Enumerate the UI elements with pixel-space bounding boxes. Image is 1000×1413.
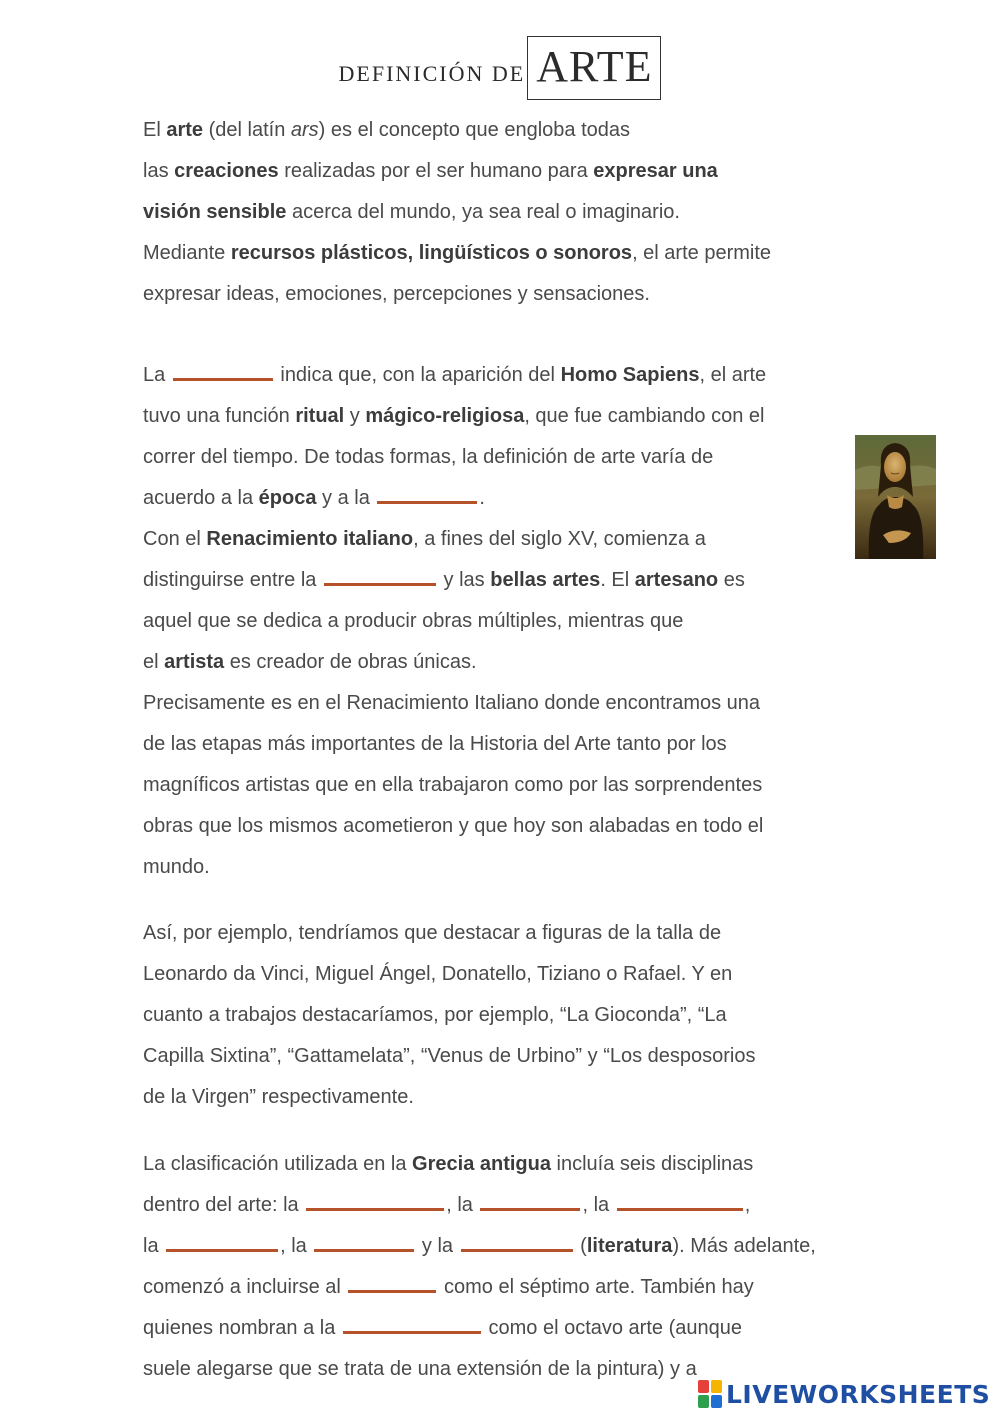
text: suele alegarse que se trata de una extensión de la pintura) y a [143, 1358, 697, 1380]
text: cuanto a trabajos destacaríamos, por ejemplo, “La Gioconda”, “La [143, 1004, 727, 1026]
text: magníficos artistas que en ella trabajaron como por las sorprendentes [143, 774, 763, 796]
bold-term: visión sensible [143, 201, 287, 223]
text: (del latín [203, 119, 291, 141]
text: aquel que se dedica a producir obras múltiples, mientras que [143, 610, 684, 632]
text: y las [437, 569, 491, 591]
paragraph-examples [143, 913, 863, 1118]
bold-term: Homo Sapiens [560, 364, 700, 386]
bold-term: época [258, 487, 317, 509]
text: incluía seis disciplinas [550, 1153, 754, 1175]
blank-field[interactable] [617, 1188, 743, 1211]
bold-term: ritual [295, 405, 345, 427]
text: El [143, 119, 167, 141]
blank-field[interactable] [314, 1229, 414, 1252]
blank-field[interactable] [480, 1188, 580, 1211]
title-prefix: DEFINICIÓN DE [338, 61, 526, 86]
text: el [143, 651, 165, 673]
text: y a la [316, 487, 376, 509]
text: las [143, 160, 175, 182]
text: es [718, 569, 745, 591]
bold-term: expresar una [593, 160, 718, 182]
text: como el octavo arte (aunque [482, 1317, 742, 1339]
text: , a fines del siglo XV, comienza a [413, 528, 706, 550]
text: y la [416, 1235, 459, 1257]
text: ( [574, 1235, 587, 1257]
blank-field[interactable] [324, 563, 436, 586]
bold-term: Grecia antigua [412, 1153, 551, 1175]
text: , la [582, 1194, 615, 1216]
mona-lisa-image [855, 435, 936, 559]
text: La clasificación utilizada en la [143, 1153, 413, 1175]
text: dentro del arte: la [143, 1194, 305, 1216]
blank-field[interactable] [461, 1229, 573, 1252]
liveworksheets-logo-icon [698, 1380, 722, 1408]
text: acerca del mundo, ya sea real o imaginario. [286, 201, 680, 223]
bold-term: literatura [586, 1235, 673, 1257]
bold-term: bellas artes [490, 569, 601, 591]
blank-field[interactable] [343, 1311, 481, 1334]
text: Capilla Sixtina”, “Gattamelata”, “Venus de Urbino” y “Los desposorios [143, 1045, 756, 1067]
text: de las etapas más importantes de la Historia del Arte tanto por los [143, 733, 727, 755]
title-boxed-word: ARTE [527, 36, 661, 100]
text: acuerdo a la [143, 487, 259, 509]
blank-field[interactable] [306, 1188, 444, 1211]
text: , el arte permite [632, 242, 772, 264]
paragraph-history [143, 355, 863, 888]
text: como el séptimo arte. También hay [438, 1276, 754, 1298]
text: ) es el concepto que engloba todas [318, 119, 631, 141]
text: . [479, 487, 485, 509]
text: , el arte [699, 364, 767, 386]
text: correr del tiempo. De todas formas, la definición de arte varía de [143, 446, 714, 468]
text: , que fue cambiando con el [524, 405, 765, 427]
bold-term: mágico-religiosa [365, 405, 525, 427]
text: de la Virgen” respectivamente. [143, 1086, 414, 1108]
blank-field[interactable] [166, 1229, 278, 1252]
text: distinguirse entre la [143, 569, 322, 591]
text: Leonardo da Vinci, Miguel Ángel, Donatello, Tiziano o Rafael. Y en [143, 963, 733, 985]
text: tuvo una función [143, 405, 296, 427]
text: expresar ideas, emociones, percepciones y sensaciones. [143, 283, 650, 305]
mona-lisa-painting-icon [855, 435, 936, 559]
blank-field[interactable] [173, 358, 273, 381]
liveworksheets-logo[interactable] [698, 1379, 990, 1409]
text: indica que, con la aparición del [274, 364, 561, 386]
bold-term: Renacimiento italiano [206, 528, 414, 550]
text: Con el [143, 528, 207, 550]
text: mundo. [143, 856, 210, 878]
text: Precisamente es en el Renacimiento Italiano donde encontramos una [143, 692, 761, 714]
bold-term: recursos plásticos, lingüísticos o sonoros [230, 242, 633, 264]
text: ). Más adelante, [672, 1235, 816, 1257]
text: es creador de obras únicas. [224, 651, 477, 673]
blank-field[interactable] [377, 481, 477, 504]
blank-field[interactable] [348, 1270, 436, 1293]
bold-term: arte [166, 119, 204, 141]
text: Así, por ejemplo, tendríamos que destacar a figuras de la talla de [143, 922, 722, 944]
bold-term: artista [164, 651, 225, 673]
bold-term: artesano [634, 569, 719, 591]
text: , la [446, 1194, 479, 1216]
text: la [143, 1235, 165, 1257]
text: Mediante [143, 242, 231, 264]
text: , la [280, 1235, 313, 1257]
text: obras que los mismos acometieron y que hoy son alabadas en todo el [143, 815, 764, 837]
bold-term: creaciones [174, 160, 279, 182]
brand-name: LIVEWORKSHEETS [726, 1379, 991, 1409]
text: quienes nombran a la [143, 1317, 341, 1339]
page-title [0, 36, 1000, 100]
text: , [744, 1194, 751, 1216]
text: y [344, 405, 366, 427]
paragraph-classification [143, 1144, 863, 1390]
text: La [143, 364, 171, 386]
italic-term: ars [290, 119, 319, 141]
paragraph-definition [143, 110, 863, 315]
text: comenzó a incluirse al [143, 1276, 347, 1298]
text: realizadas por el ser humano para [278, 160, 594, 182]
text: . El [600, 569, 635, 591]
